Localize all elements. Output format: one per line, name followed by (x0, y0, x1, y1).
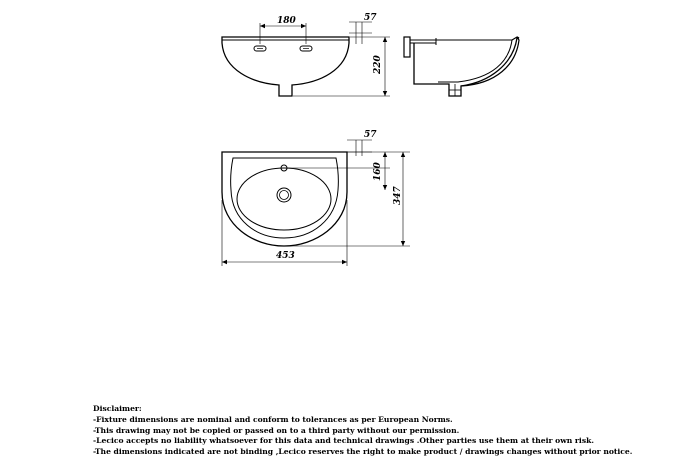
dim-tap-spacing: 180 (277, 16, 296, 26)
dim-total-depth: 347 (393, 186, 403, 205)
disclaimer-line: -Fixture dimensions are nominal and conform to tolerances as per European Norms. (93, 414, 453, 424)
side-view (404, 37, 519, 96)
disclaimer-line: -The dimensions indicated are not binding ,Lecico reserves the right to make product / drawings changes without prior notice. (93, 447, 633, 457)
dim-top-wall: 57 (364, 130, 377, 140)
disclaimer-line: -Lecico accepts no liability whatsoever for this data and technical drawings .Other parties use them at their own risk. (93, 436, 595, 446)
dim-front-height: 220 (373, 55, 383, 74)
dim-top-depth: 160 (373, 162, 383, 181)
front-view (222, 13, 390, 96)
disclaimer-line: -This drawing may not be copied or passed on to a third party without our permission. (93, 425, 460, 435)
wall-bracket-shape (404, 37, 410, 57)
dim-front-wall: 57 (364, 13, 377, 23)
disclaimer-heading: Disclaimer: (93, 404, 142, 413)
top-view (222, 130, 410, 266)
disclaimer (93, 404, 678, 458)
dim-total-width: 453 (276, 251, 295, 261)
